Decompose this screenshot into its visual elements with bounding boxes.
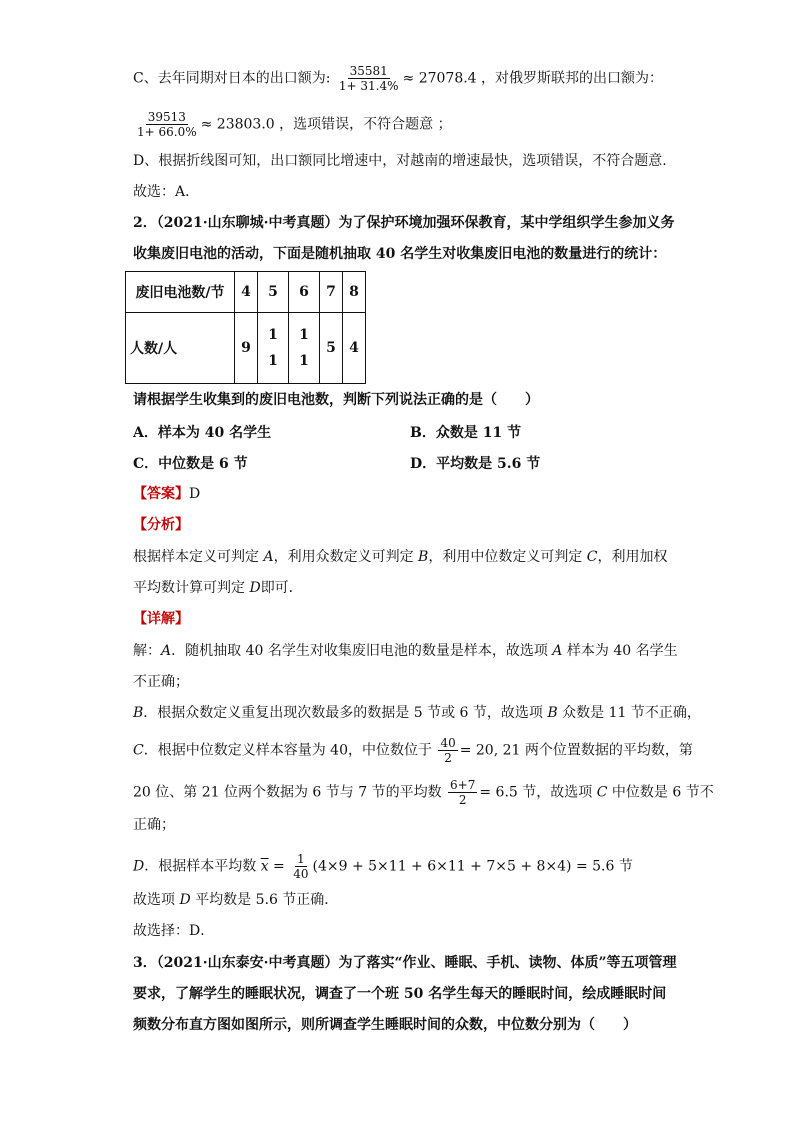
denominator: 1+ 66.0% bbox=[137, 125, 197, 139]
detail-line-1 bbox=[133, 641, 678, 661]
answer-line bbox=[133, 484, 200, 504]
text: 即可． bbox=[260, 580, 303, 596]
option-c-line bbox=[133, 64, 663, 93]
detail-line-6 bbox=[133, 890, 338, 910]
table-cell: 8 bbox=[343, 272, 366, 313]
table-cell: 5 bbox=[320, 313, 343, 384]
analysis-line-1 bbox=[133, 547, 668, 567]
denominator: 1+ 31.4% bbox=[338, 79, 399, 93]
choose-line: 故选：A． bbox=[133, 184, 200, 200]
text: ．随机抽取 40 名学生对收集废旧电池的数量是样本，故选项 bbox=[171, 643, 553, 659]
option-d-line: D、根据折线图可知，出口额同比增速中，对越南的增速最快，选项错误，不符合题意. bbox=[133, 153, 667, 169]
table-cell: 7 bbox=[320, 272, 343, 313]
numerator: 1 bbox=[297, 852, 305, 866]
text: 中位数是 6 节不 bbox=[607, 784, 714, 801]
digit: 1 bbox=[299, 327, 309, 343]
table-cell bbox=[258, 313, 289, 384]
label: 【分析】 bbox=[133, 517, 189, 533]
table-header: 人数/人 bbox=[126, 313, 235, 384]
option-b: B．众数是 11 节 bbox=[410, 425, 522, 441]
text: ．根据中位数定义样本容量为 40，中位数位于 bbox=[143, 742, 437, 759]
table-cell bbox=[289, 313, 320, 384]
digit: 1 bbox=[268, 353, 278, 369]
text: (4×9 + 5×11 + 6×11 + 7×5 + 8×4) = 5.6 节 bbox=[312, 858, 633, 875]
denominator: 2 bbox=[444, 751, 452, 765]
text: ．根据众数定义重复出现次数最多的数据是 5 节或 6 节，故选项 bbox=[143, 705, 548, 721]
var: A bbox=[263, 549, 274, 565]
q3-line-3: 频数分布直方图如图所示，则所调查学生睡眠时间的众数，中位数分别为（ ） bbox=[133, 1017, 637, 1033]
table-cell: 4 bbox=[235, 272, 258, 313]
answer-label: 【答案】 bbox=[133, 486, 189, 502]
detail-line-3 bbox=[133, 736, 693, 765]
q2-line-2: 收集废旧电池的活动，下面是随机抽取 40 名学生对收集废旧电池的数量进行的统计： bbox=[133, 246, 667, 262]
text: ≈ 23803.0 ，选项错误，不符合题意 ； bbox=[200, 116, 452, 133]
var: C bbox=[586, 549, 598, 565]
denominator: 2 bbox=[458, 793, 467, 807]
var: B bbox=[418, 549, 429, 565]
digit: 1 bbox=[299, 353, 309, 369]
text: 根据样本定义可判定 bbox=[133, 549, 264, 565]
option-c: C．中位数是 6 节 bbox=[133, 456, 248, 472]
analysis-label bbox=[133, 515, 189, 535]
table-row bbox=[126, 272, 366, 313]
text: 平均数计算可判定 bbox=[133, 580, 250, 596]
option-d: D．平均数是 5.6 节 bbox=[410, 456, 541, 472]
text: 故选项 bbox=[133, 892, 180, 908]
table-cell: 9 bbox=[235, 313, 258, 384]
text: 样本为 40 名学生 bbox=[562, 643, 678, 659]
var: C bbox=[133, 742, 144, 759]
text: = 6.5 节，故选项 bbox=[479, 784, 597, 801]
fraction bbox=[291, 852, 310, 881]
numerator: 39513 bbox=[147, 110, 186, 124]
var: B bbox=[133, 705, 144, 721]
option-a: A．样本为 40 名学生 bbox=[133, 425, 272, 441]
table-header: 废旧电池数/节 bbox=[126, 272, 235, 313]
text: ，利用中位数定义可判定 bbox=[428, 549, 587, 565]
mean-symbol: $\overline{x}$ bbox=[260, 858, 269, 875]
battery-table bbox=[125, 271, 366, 384]
var: D bbox=[133, 858, 145, 875]
fraction bbox=[438, 736, 457, 765]
text: = bbox=[268, 858, 290, 875]
detail-line-4b: 正确； bbox=[133, 817, 175, 833]
numerator: 6+7 bbox=[450, 778, 476, 792]
text: ≈ 27078.4 ，对俄罗斯联邦的出口额为： bbox=[402, 70, 664, 87]
var: C bbox=[596, 784, 608, 801]
text: = 20, 21 两个位置数据的平均数，第 bbox=[459, 742, 693, 759]
detail-line-4 bbox=[133, 778, 714, 807]
text: 平均数是 5.6 节正确． bbox=[190, 892, 339, 908]
table-cell: 4 bbox=[343, 313, 366, 384]
var: A bbox=[161, 643, 172, 659]
text: ．根据样本平均数 bbox=[144, 858, 261, 875]
text: ，利用众数定义可判定 bbox=[273, 549, 419, 565]
text: ，利用加权 bbox=[597, 549, 668, 565]
q2-line-1: 2．（2021·山东聊城·中考真题）为了保护环境加强环保教育，某中学组织学生参加义务 bbox=[133, 215, 675, 231]
digit: 1 bbox=[268, 327, 278, 343]
choose-line-2: 故选择：D． bbox=[133, 923, 215, 939]
fraction bbox=[337, 64, 401, 93]
table-row bbox=[126, 313, 366, 384]
answer-value: D bbox=[189, 486, 201, 502]
denominator: 40 bbox=[293, 867, 309, 881]
numerator: 35581 bbox=[349, 64, 388, 78]
var: A bbox=[552, 643, 563, 659]
fraction bbox=[135, 110, 199, 139]
text: 20 位、第 21 位两个数据为 6 节与 7 节的平均数 bbox=[133, 784, 447, 801]
var: D bbox=[249, 580, 261, 596]
q2-prompt: 请根据学生收集到的废旧电池数，判断下列说法正确的是（ ） bbox=[133, 392, 539, 408]
detail-line-2 bbox=[133, 703, 701, 723]
text: 众数是 11 节不正确， bbox=[557, 705, 701, 721]
var: D bbox=[179, 892, 191, 908]
fraction bbox=[448, 778, 477, 807]
analysis-line-2 bbox=[133, 578, 303, 598]
var: B bbox=[547, 705, 558, 721]
q3-line-1: 3．（2021·山东泰安·中考真题）为了落实“作业、睡眠、手机、读物、体质”等五项管理 bbox=[133, 955, 677, 971]
detail-line-5 bbox=[133, 852, 633, 881]
text: 解： bbox=[133, 643, 161, 659]
text: C、去年同期对日本的出口额为: bbox=[133, 70, 335, 87]
table-cell: 6 bbox=[289, 272, 320, 313]
table-cell: 5 bbox=[258, 272, 289, 313]
option-c-line-2 bbox=[133, 110, 452, 139]
q3-line-2: 要求，了解学生的睡眠状况，调查了一个班 50 名学生每天的睡眠时间，绘成睡眠时间 bbox=[133, 986, 667, 1002]
detail-label bbox=[133, 609, 189, 629]
detail-line-1b: 不正确； bbox=[133, 674, 189, 690]
numerator: 40 bbox=[440, 736, 456, 750]
label: 【详解】 bbox=[133, 611, 189, 627]
